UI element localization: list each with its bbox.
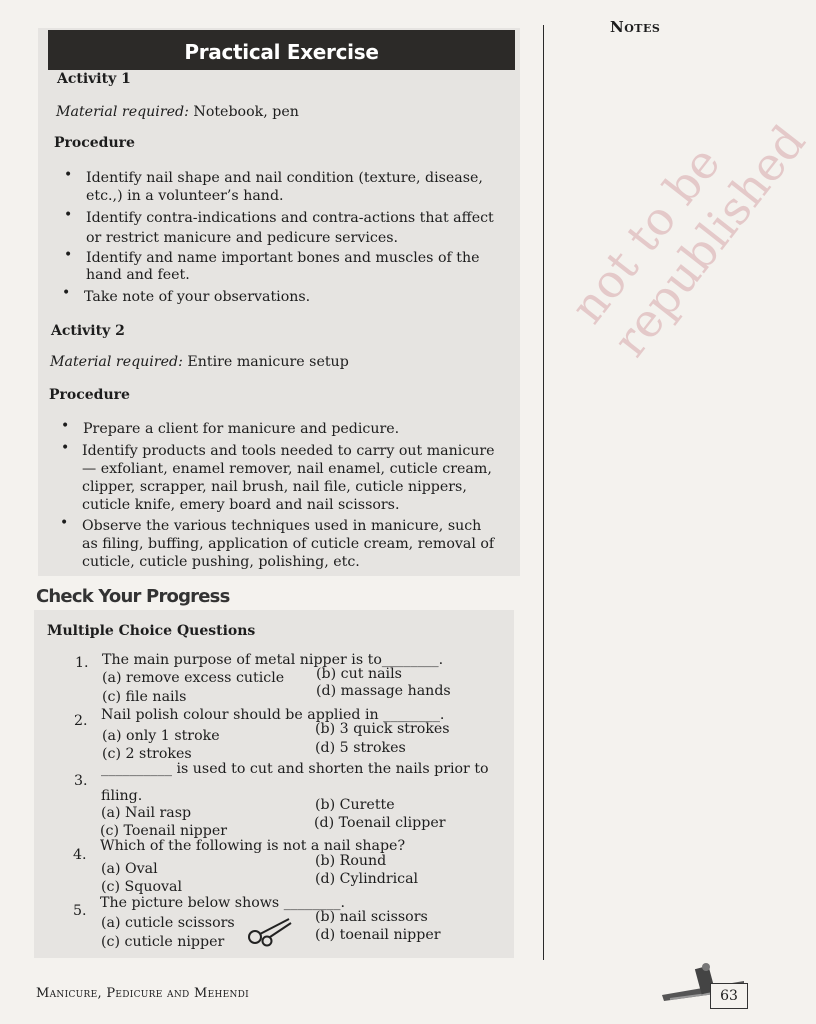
option: (c) 2 strokes xyxy=(102,746,192,762)
list-item: hand and feet. xyxy=(86,267,190,283)
option: (c) file nails xyxy=(102,689,187,705)
mcq-heading: Multiple Choice Questions xyxy=(47,623,256,639)
option: (d) Toenail clipper xyxy=(314,815,446,831)
option: (d) Cylindrical xyxy=(315,871,419,887)
list-item: or restrict manicure and pedicure services. xyxy=(86,230,399,246)
option: (b) nail scissors xyxy=(315,909,428,925)
material-value: Notebook, pen xyxy=(188,104,299,120)
bullet-icon: • xyxy=(62,285,71,301)
bullet-icon: • xyxy=(64,207,73,223)
book-title: Manicure, Pedicure and Mehendi xyxy=(36,986,250,1001)
question-number: 3. xyxy=(74,773,88,789)
option: (d) massage hands xyxy=(316,683,451,699)
list-item: as filing, buffing, application of cuticle cream, removal of xyxy=(82,536,495,552)
list-item: Identify nail shape and nail condition (texture, disease, xyxy=(86,170,483,186)
option: (d) toenail nipper xyxy=(315,927,441,943)
question-text: The main purpose of metal nipper is to________. xyxy=(102,652,444,668)
list-item: Take note of your observations. xyxy=(84,289,311,305)
question-text: Which of the following is not a nail shape? xyxy=(100,838,406,854)
option: (a) cuticle scissors xyxy=(101,915,235,931)
material-label: Material required: xyxy=(50,354,183,370)
question-number: 2. xyxy=(74,713,88,729)
list-item: clipper, scrapper, nail brush, nail file, cuticle nippers, xyxy=(82,479,467,495)
question-text-cont: filing. xyxy=(101,788,143,804)
list-item: Identify and name important bones and muscles of the xyxy=(86,250,480,266)
list-item: Identify products and tools needed to carry out manicure xyxy=(82,443,495,459)
option: (a) only 1 stroke xyxy=(102,728,220,744)
option: (c) cuticle nipper xyxy=(101,934,225,950)
scissors-icon xyxy=(245,915,295,947)
bullet-icon: • xyxy=(61,418,70,434)
activity2-material xyxy=(50,354,349,370)
watermark: not to be republished xyxy=(560,114,816,367)
notes-label: Notes xyxy=(610,18,661,36)
bullet-icon: • xyxy=(61,440,70,456)
list-item: cuticle, cuticle pushing, polishing, etc. xyxy=(82,554,360,570)
question-number: 5. xyxy=(73,903,87,919)
list-item: Identify contra-indications and contra-actions that affect xyxy=(86,210,494,226)
column-divider xyxy=(543,25,544,960)
option: (b) Curette xyxy=(315,797,395,813)
option: (c) Toenail nipper xyxy=(100,823,228,839)
activity1-heading: Activity 1 xyxy=(57,71,131,87)
option: (b) Round xyxy=(315,853,387,869)
check-progress-title: Check Your Progress xyxy=(36,586,230,607)
option: (b) cut nails xyxy=(316,666,402,682)
list-item: cuticle knife, emery board and nail scissors. xyxy=(82,497,400,513)
activity1-procedure-heading: Procedure xyxy=(54,135,135,151)
option: (d) 5 strokes xyxy=(315,740,406,756)
list-item: etc.,) in a volunteer’s hand. xyxy=(86,188,284,204)
practical-exercise-title: Practical Exercise xyxy=(48,30,515,70)
material-label: Material required: xyxy=(56,104,189,120)
activity2-procedure-heading: Procedure xyxy=(49,387,130,403)
question-text: Nail polish colour should be applied in ________. xyxy=(101,707,445,723)
question-text: __________ is used to cut and shorten the nails prior to xyxy=(101,761,489,777)
list-item: Prepare a client for manicure and pedicure. xyxy=(83,421,400,437)
question-number: 4. xyxy=(73,847,87,863)
material-value: Entire manicure setup xyxy=(182,354,349,370)
option: (a) Nail rasp xyxy=(101,805,192,821)
page-number: 63 xyxy=(710,983,748,1009)
option: (a) Oval xyxy=(101,861,158,877)
option: (b) 3 quick strokes xyxy=(315,721,450,737)
activity1-material xyxy=(56,104,299,120)
question-number: 1. xyxy=(75,655,89,671)
list-item: — exfoliant, enamel remover, nail enamel, cuticle cream, xyxy=(82,461,492,477)
bullet-icon: • xyxy=(64,167,73,183)
activity2-heading: Activity 2 xyxy=(51,323,125,339)
option: (a) remove excess cuticle xyxy=(102,670,285,686)
question-text: The picture below shows ________. xyxy=(100,895,345,911)
bullet-icon: • xyxy=(64,247,73,263)
list-item: Observe the various techniques used in manicure, such xyxy=(82,518,482,534)
bullet-icon: • xyxy=(60,515,69,531)
option: (c) Squoval xyxy=(101,879,183,895)
